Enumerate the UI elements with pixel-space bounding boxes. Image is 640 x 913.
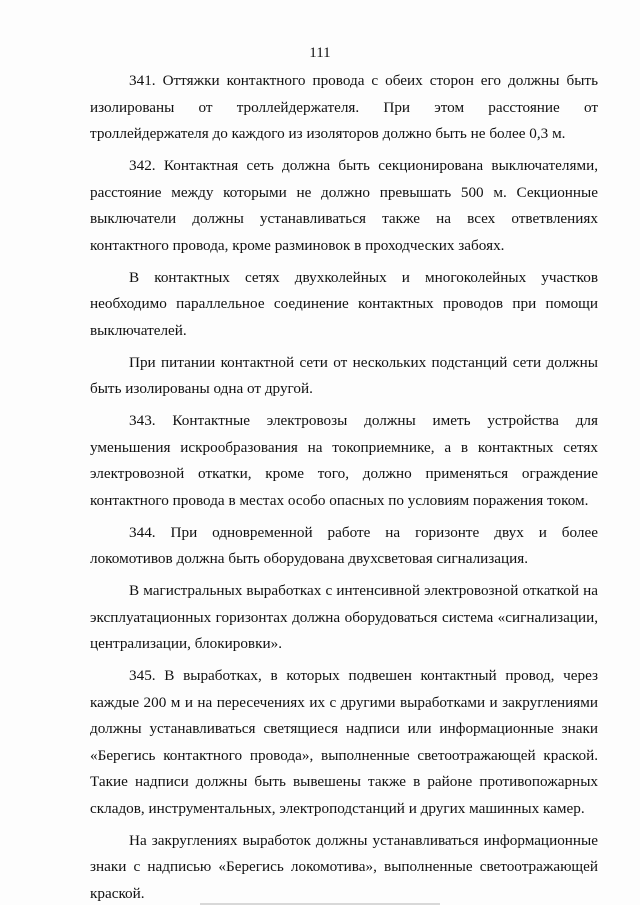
text-line: При питании контактной сети от нескольких подстанций сети должны xyxy=(129,353,598,371)
paragraph-345-b xyxy=(90,828,598,908)
paragraph-342-c xyxy=(90,350,598,403)
paragraph-345 xyxy=(90,663,598,822)
text-line: централизации, блокировки». xyxy=(90,635,282,652)
text-line: краской. xyxy=(90,884,145,902)
text-line: изолированы от троллейдержателя. При этом расстояние от xyxy=(90,98,598,116)
text-line: должны устанавливаться светящиеся надписи или информационные знаки xyxy=(90,720,598,737)
page-number: 111 xyxy=(309,45,331,61)
paragraph-342 xyxy=(90,153,598,259)
text-line: необходимо параллельное соединение контактных проводов при помощи xyxy=(90,295,598,312)
text-line: локомотивов должна быть оборудована двухсветовая сигнализация. xyxy=(90,550,529,567)
text-line: знаки с надписью «Берегись локомотива», выполненные светоотражающей xyxy=(90,858,598,875)
text-line: электровозной откатки, кроме того, должно применяться ограждение xyxy=(90,465,598,482)
text-line: выключатели должны устанавливаться также на всех ответвлениях xyxy=(90,210,598,227)
paragraph-343 xyxy=(90,408,598,514)
text-line: 345. В выработках, в которых подвешен контактный провод, через xyxy=(129,667,598,684)
paragraph-344 xyxy=(90,520,598,573)
text-line: эксплуатационных горизонтах должна оборудоваться система «сигнализации, xyxy=(90,608,598,626)
text-line: Такие надписи должны быть вывешены также в районе противопожарных xyxy=(90,773,598,790)
text-line: В контактных сетях двухколейных и многоколейных участков xyxy=(129,268,598,286)
text-line: контактного провода в местах особо опасных по условиям поражения током. xyxy=(90,491,589,509)
text-line: выключателей. xyxy=(90,321,187,339)
text-line: 341. Оттяжки контактного провода с обеих сторон его должны быть xyxy=(129,72,598,89)
text-line: В магистральных выработках с интенсивной электровозной откаткой на xyxy=(129,582,598,599)
text-line: 344. При одновременной работе на горизонте двух и более xyxy=(129,523,598,541)
text-line: На закруглениях выработок должны устанавливаться информационные xyxy=(129,831,598,849)
document-body xyxy=(90,68,598,913)
text-line: 343. Контактные электровозы должны иметь устройства для xyxy=(129,412,598,429)
text-line: 342. Контактная сеть должна быть секционирована выключателями, xyxy=(129,157,598,174)
text-line: контактного провода, кроме разминовок в проходческих забоях. xyxy=(90,236,505,254)
text-line: расстояние между которыми не должно превышать 500 м. Секционные xyxy=(90,183,598,201)
text-line: троллейдержателя до каждого из изоляторов должно быть не более 0,3 м. xyxy=(90,125,566,142)
paragraph-342-b xyxy=(90,265,598,345)
text-line: уменьшения искрообразования на токоприемнике, а в контактных сетях xyxy=(90,438,598,456)
text-line: быть изолированы одна от другой. xyxy=(90,380,313,397)
text-line: складов, инструментальных, электроподстанций и других машинных камер. xyxy=(90,799,585,817)
text-line: каждые 200 м и на пересечениях их с другими выработками и закруглениями xyxy=(90,693,598,711)
paragraph-344-b xyxy=(90,578,598,658)
text-line: «Берегись контактного провода», выполненные светоотражающей краской. xyxy=(90,746,598,764)
paragraph-341 xyxy=(90,68,598,148)
